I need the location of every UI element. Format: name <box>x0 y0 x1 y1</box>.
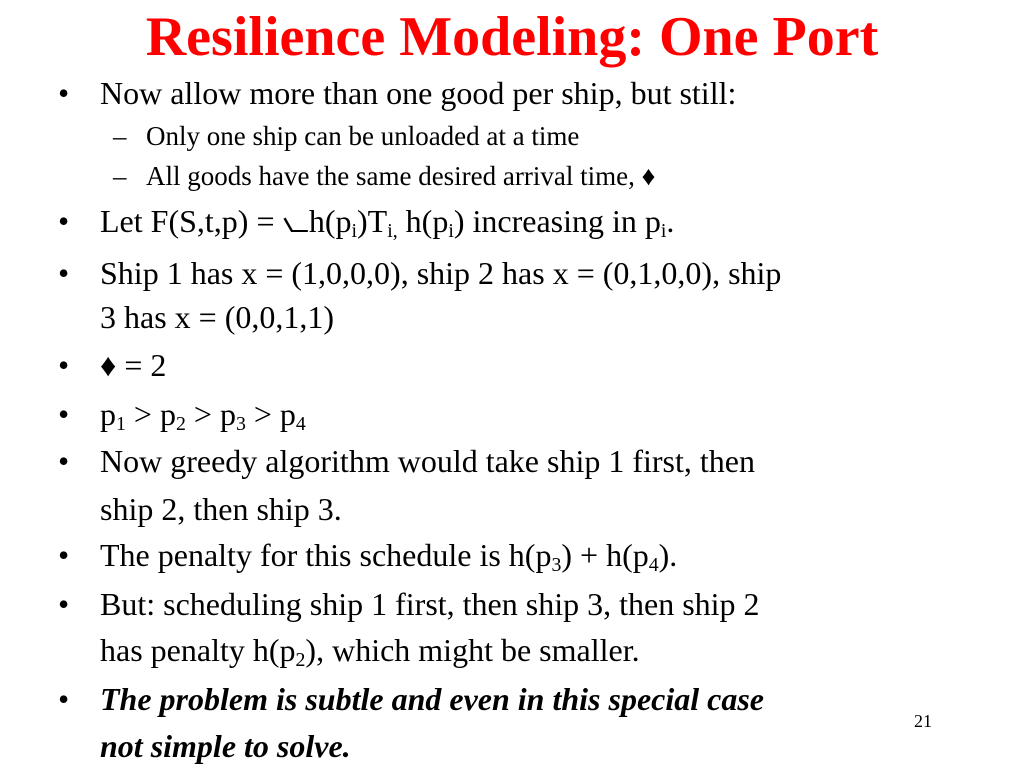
subscript: 4 <box>295 412 306 435</box>
subscript: i <box>351 219 357 242</box>
bullet-marker: • <box>58 347 70 383</box>
slide-title: Resilience Modeling: One Port <box>145 6 879 68</box>
sub-bullet-text: Only one ship can be unloaded at a time <box>146 121 580 151</box>
sub-bullet-text: All goods have the same desired arrival time, ♦ <box>146 161 656 191</box>
bullet-marker: • <box>58 443 70 479</box>
formula-text: ). <box>658 537 678 573</box>
emphasis-text: The problem is subtle and even in this special case <box>100 681 764 717</box>
bullet-text <box>100 199 674 243</box>
formula-text: ) increasing in p <box>453 203 661 239</box>
subscript: i, <box>387 219 398 242</box>
bullet-text: Now greedy algorithm would take ship 1 first, then <box>100 443 755 479</box>
subscript: i <box>660 219 667 242</box>
bullet-marker: • <box>58 586 70 622</box>
bullet-text <box>100 628 640 672</box>
bullet-text: Now allow more than one good per ship, but still: <box>100 75 737 111</box>
formula-text: ) + h(p <box>561 537 649 573</box>
bullet-marker: • <box>58 537 70 573</box>
emphasis-text: not simple to solve. <box>100 728 351 764</box>
formula-text: h(p <box>397 203 449 239</box>
subscript: i <box>448 219 454 242</box>
subscript: 1 <box>116 412 126 435</box>
formula-text: > p <box>125 396 176 432</box>
bullet-marker: • <box>58 75 70 111</box>
bullet-text <box>100 533 677 577</box>
dash-marker: – <box>113 121 127 151</box>
subscript: 2 <box>295 648 306 671</box>
bullet-text <box>100 392 306 436</box>
bullet-marker: • <box>58 681 70 717</box>
bullet-marker: • <box>58 255 70 291</box>
formula-text: has penalty h(p <box>100 632 296 668</box>
bullet-text: ♦ = 2 <box>100 347 167 383</box>
slide-number: 21 <box>914 711 932 731</box>
subscript: 2 <box>175 412 186 435</box>
formula-text: > p <box>185 396 236 432</box>
subscript: 3 <box>235 412 246 435</box>
formula-text: h(p <box>308 203 352 239</box>
bullet-text: ship 2, then ship 3. <box>100 491 342 527</box>
bullet-text: But: scheduling ship 1 first, then ship 3, then ship 2 <box>100 586 760 622</box>
subscript: 3 <box>551 553 562 576</box>
formula-text: The penalty for this schedule is h(p <box>100 537 552 573</box>
summation-symbol: ⦦ <box>282 203 309 239</box>
formula-text: Let F(S,t,p) = <box>100 203 283 239</box>
formula-text: p <box>100 396 116 432</box>
bullet-text: Ship 1 has x = (1,0,0,0), ship 2 has x = (0,1,0,0), ship <box>100 255 782 291</box>
formula-text: > p <box>245 396 296 432</box>
subscript: 4 <box>648 553 659 576</box>
dash-marker: – <box>113 161 127 191</box>
bullet-text: 3 has x = (0,0,1,1) <box>100 299 335 335</box>
formula-text: ), which might be smaller. <box>305 632 640 668</box>
bullet-marker: • <box>58 203 70 239</box>
formula-text: )T <box>357 203 388 239</box>
formula-text: . <box>666 203 675 239</box>
bullet-marker: • <box>58 396 70 432</box>
